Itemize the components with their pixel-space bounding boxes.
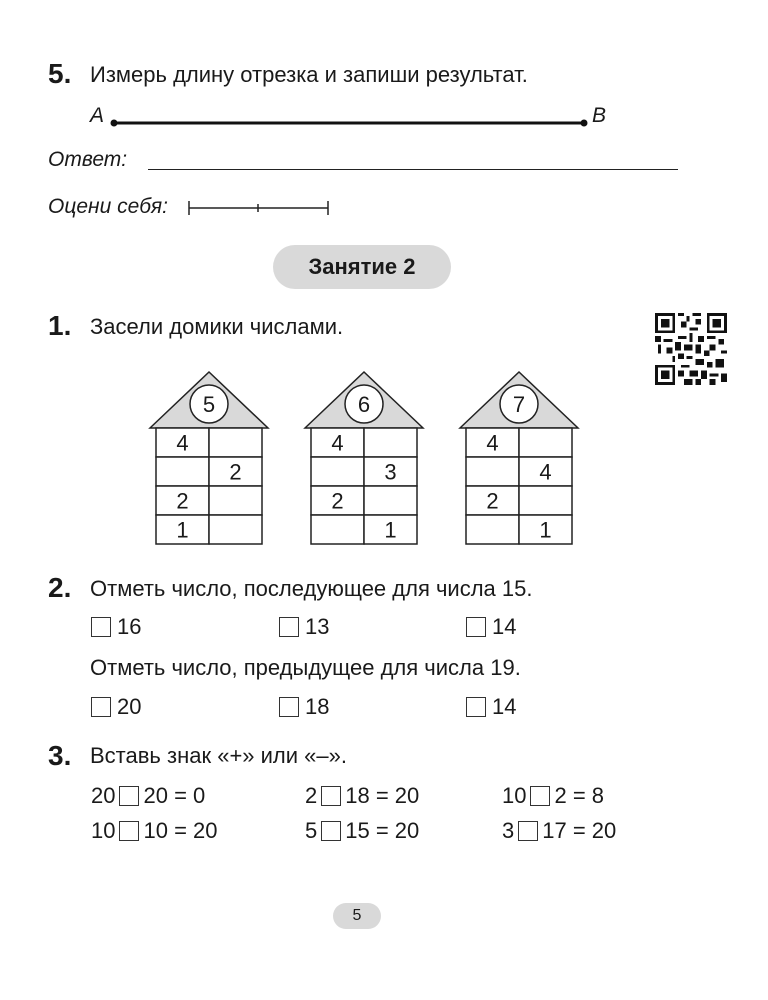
- task3-text: Вставь знак «+» или «–».: [90, 743, 347, 768]
- cell-number: 3: [384, 459, 397, 485]
- answer-line[interactable]: [148, 169, 678, 170]
- self-assess-scale[interactable]: [184, 198, 334, 218]
- option-label: 18: [305, 694, 330, 719]
- roof-number: 7: [512, 392, 526, 417]
- cell-number: 1: [176, 517, 189, 543]
- task2-number: 2.: [48, 572, 72, 603]
- house-3: [460, 372, 578, 544]
- answer-label: Ответ:: [48, 148, 128, 171]
- house-2: [305, 372, 423, 544]
- house-cell[interactable]: [311, 457, 364, 486]
- sign-box[interactable]: [518, 821, 538, 841]
- option-label: 14: [492, 614, 517, 639]
- house-cell[interactable]: [364, 486, 417, 515]
- sign-box[interactable]: [119, 821, 139, 841]
- cell-number: 1: [539, 517, 552, 543]
- point-a-label: A: [90, 104, 105, 127]
- cell-number: 2: [331, 488, 344, 514]
- task1-text: Засели домики числами.: [90, 314, 344, 339]
- house-cell[interactable]: [466, 457, 519, 486]
- house-cell[interactable]: [209, 515, 262, 544]
- page-number: 5: [333, 903, 381, 929]
- eq-right: 10 = 20: [143, 818, 218, 843]
- option-label: 14: [492, 694, 517, 719]
- checkbox[interactable]: [279, 617, 299, 637]
- cell-number: 4: [331, 430, 344, 456]
- option-20[interactable]: [91, 695, 141, 719]
- segment-ab: [108, 112, 594, 132]
- checkbox[interactable]: [91, 697, 111, 717]
- house-1: [150, 372, 268, 544]
- checkbox[interactable]: [466, 697, 486, 717]
- sign-box[interactable]: [321, 821, 341, 841]
- house-cell[interactable]: [466, 515, 519, 544]
- cell-number: 4: [539, 459, 552, 485]
- option-label: 20: [117, 694, 142, 719]
- house-cell[interactable]: [364, 428, 417, 457]
- roof-number: 5: [202, 392, 216, 417]
- task3-number: 3.: [48, 740, 72, 771]
- house-cell[interactable]: [209, 428, 262, 457]
- task5-number: 5.: [48, 58, 72, 89]
- option-14b[interactable]: [466, 695, 516, 719]
- equation-3: [502, 783, 604, 809]
- house-cell[interactable]: [311, 515, 364, 544]
- task5-text: Измерь длину отрезка и запиши результат.: [90, 62, 528, 87]
- cell-number: 1: [384, 517, 397, 543]
- roof-number: 6: [357, 392, 371, 417]
- checkbox[interactable]: [466, 617, 486, 637]
- equation-2: [305, 783, 419, 809]
- checkbox[interactable]: [91, 617, 111, 637]
- sign-box[interactable]: [119, 786, 139, 806]
- house-cell[interactable]: [519, 428, 572, 457]
- equation-1: [91, 783, 205, 809]
- eq-left: 3: [502, 818, 515, 843]
- house-cell[interactable]: [209, 486, 262, 515]
- option-label: 16: [117, 614, 142, 639]
- option-18[interactable]: [279, 695, 329, 719]
- house-cell[interactable]: [519, 486, 572, 515]
- eq-left: 10: [502, 783, 527, 808]
- self-assess-label: Оцени себя:: [48, 195, 168, 218]
- eq-right: 15 = 20: [345, 818, 420, 843]
- cell-number: 2: [486, 488, 499, 514]
- eq-left: 10: [91, 818, 116, 843]
- qr-code: [655, 313, 727, 385]
- option-13[interactable]: [279, 615, 329, 639]
- eq-right: 2 = 8: [554, 783, 605, 808]
- house-cell[interactable]: [156, 457, 209, 486]
- equation-5: [305, 818, 419, 844]
- eq-left: 5: [305, 818, 318, 843]
- equation-6: [502, 818, 616, 844]
- eq-left: 20: [91, 783, 116, 808]
- eq-left: 2: [305, 783, 318, 808]
- sign-box[interactable]: [321, 786, 341, 806]
- task2-text2: Отметь число, предыдущее для числа 19.: [90, 655, 521, 680]
- cell-number: 4: [486, 430, 499, 456]
- point-b-label: B: [592, 104, 607, 127]
- option-14[interactable]: [466, 615, 516, 639]
- eq-right: 18 = 20: [345, 783, 420, 808]
- cell-number: 4: [176, 430, 189, 456]
- lesson-title: Занятие 2: [273, 245, 451, 289]
- option-16[interactable]: [91, 615, 141, 639]
- option-label: 13: [305, 614, 330, 639]
- checkbox[interactable]: [279, 697, 299, 717]
- cell-number: 2: [176, 488, 189, 514]
- task1-number: 1.: [48, 310, 72, 341]
- houses-figure: [140, 370, 590, 550]
- sign-box[interactable]: [530, 786, 550, 806]
- cell-number: 2: [229, 459, 242, 485]
- eq-right: 17 = 20: [542, 818, 617, 843]
- equation-4: [91, 818, 218, 844]
- eq-right: 20 = 0: [143, 783, 206, 808]
- task2-text1: Отметь число, последующее для числа 15.: [90, 576, 533, 601]
